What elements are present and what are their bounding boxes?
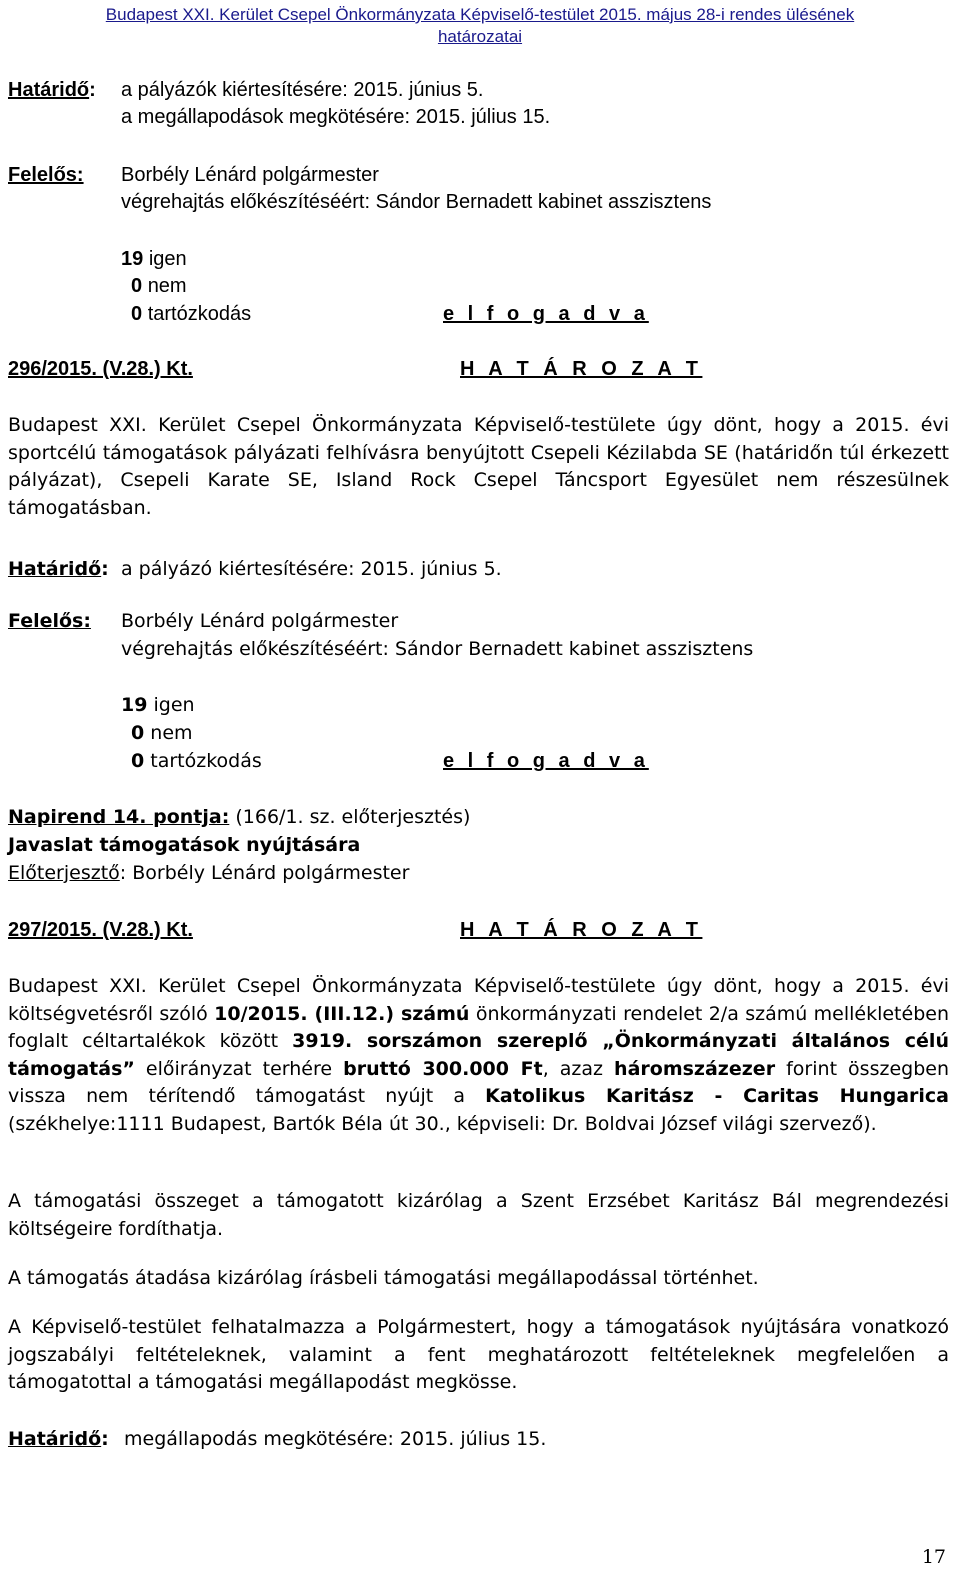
- deadline-row-297: Határidő:: [8, 1428, 109, 1450]
- vote-yes-296: 19 igen: [121, 694, 195, 716]
- vote-abstain: 0 tartózkodás: [131, 303, 252, 325]
- resolution-text-296: Budapest XXI. Kerület Csepel Önkormányzata Képviselő-testülete úgy dönt, hogy a 2015. évi sportcélú támogatások pályázati felhívásra benyújtott Csepeli Kézilabda SE (határidőn túl érkezett pályázat), Csepeli Karate SE, Island Rock Csepel Táncsport Egyesület nem részesülnek támogatásban.: [8, 414, 949, 519]
- resolution-number-296: 296/2015. (V.28.) Kt.: [8, 358, 193, 380]
- vote-yes: 19 igen: [121, 248, 187, 270]
- vote-no: 0 nem: [131, 275, 187, 297]
- header-line-2: határozatai: [437, 27, 523, 46]
- resolution-title-296: H A T Á R O Z A T: [460, 358, 703, 380]
- vote-no-296: 0 nem: [131, 722, 193, 744]
- deadline-row-296: Határidő:: [8, 558, 109, 580]
- page-header: [0, 4, 960, 48]
- deadline-row-1: Határidő:: [8, 79, 96, 101]
- paragraph-4-297: A Képviselő-testület felhatalmazza a Polgármestert, hogy a támogatások nyújtására vonatkozó jogszabályi feltételeknek, valamint a fent meghatározott feltételeknek megfelelően a támogatottal a támogatási megállapodást megkösse.: [8, 1316, 949, 1393]
- deadline-text-1: a pályázók kiértesítésére: 2015. június 5.: [121, 79, 484, 101]
- deadline-text-297: megállapodás megkötésére: 2015. július 15.: [124, 1428, 547, 1450]
- responsible-label: Felelős:: [8, 164, 84, 186]
- agenda-presenter: Előterjesztő: Borbély Lénárd polgármester: [8, 862, 410, 884]
- responsible-line-2: végrehajtás előkészítéséért: Sándor Bernadett kabinet asszisztens: [121, 191, 712, 213]
- deadline-text-2: a megállapodások megkötésére: 2015. július 15.: [121, 106, 551, 128]
- deadline-text-296: a pályázó kiértesítésére: 2015. június 5.: [121, 558, 502, 580]
- resolution-title-297: H A T Á R O Z A T: [460, 919, 703, 941]
- deadline-label: Határidő: [8, 79, 90, 101]
- header-line-1: Budapest XXI. Kerület Csepel Önkormányzata Képviselő-testület 2015. május 28-i rendes ülésének: [105, 5, 855, 24]
- resolution-text-297: Budapest XXI. Kerület Csepel Önkormányzata Képviselő-testülete úgy dönt, hogy a 2015. évi költségvetésről szóló 10/2015. (III.12.) számú önkormányzati rendelet 2/a számú mellékletében foglalt céltartalékok között 3919. sorszámon szereplő „Önkormányzati általános célú támogatás” előirányzat terhére bruttó 300.000 Ft, azaz háromszázezer forint összegben vissza nem térítendő támogatást nyújt a Katolikus Karitász - Caritas Hungarica (székhelye:1111 Budapest, Bartók Béla út 30., képviseli: Dr. Boldvai József világi szervező).: [8, 975, 949, 1135]
- vote-result-296: e l f o g a d v a: [443, 750, 649, 772]
- paragraph-3-297: A támogatás átadása kizárólag írásbeli támogatási megállapodással történhet.: [8, 1267, 759, 1289]
- responsible-line-1-296: Borbély Lénárd polgármester: [121, 610, 399, 632]
- responsible-line-1: Borbély Lénárd polgármester: [121, 164, 379, 186]
- agenda-item: Napirend 14. pontja: (166/1. sz. előterjesztés): [8, 806, 471, 828]
- vote-abstain-296: 0 tartózkodás: [131, 750, 262, 772]
- resolution-number-297: 297/2015. (V.28.) Kt.: [8, 919, 193, 941]
- agenda-title: Javaslat támogatások nyújtására: [8, 834, 361, 856]
- vote-result: e l f o g a d v a: [443, 303, 649, 325]
- paragraph-2-297: A támogatási összeget a támogatott kizárólag a Szent Erzsébet Karitász Bál megrendezési költségeire fordíthatja.: [8, 1190, 949, 1240]
- responsible-label-296: Felelős:: [8, 610, 91, 632]
- responsible-line-2-296: végrehajtás előkészítéséért: Sándor Bernadett kabinet asszisztens: [121, 638, 754, 660]
- page-number: 17: [921, 1546, 946, 1568]
